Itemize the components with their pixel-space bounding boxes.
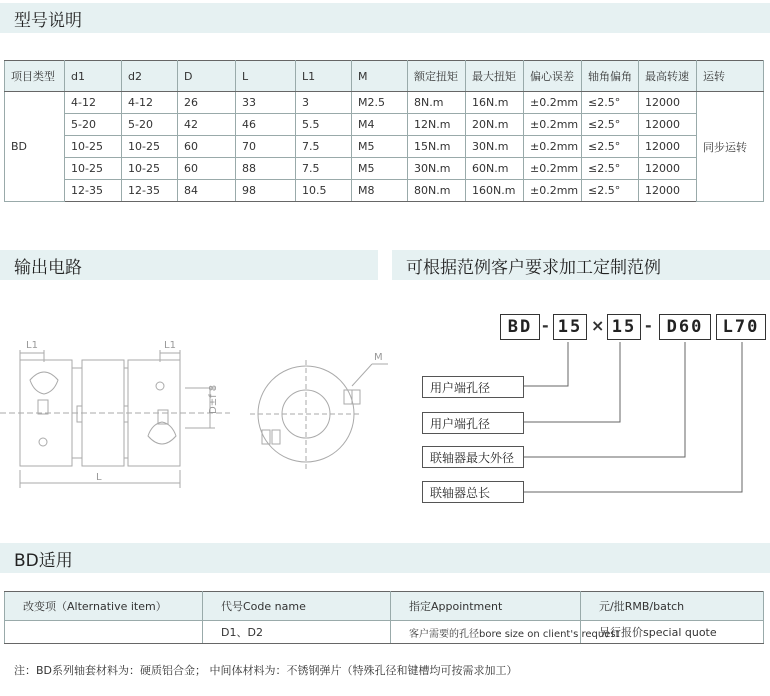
label-bore-1: 用户端孔径 bbox=[422, 376, 524, 398]
table-cell: 7.5 bbox=[296, 158, 352, 180]
header-cell: 运转 bbox=[697, 61, 764, 92]
code-part-d2: 15 bbox=[607, 314, 641, 340]
thread-label: M bbox=[374, 352, 383, 363]
table-cell: 160N.m bbox=[466, 180, 524, 202]
section-title-applicable: BD适用 bbox=[0, 543, 770, 573]
table-cell: 10.5 bbox=[296, 180, 352, 202]
table-cell: 5.5 bbox=[296, 114, 352, 136]
table-cell bbox=[5, 621, 203, 644]
header-cell: 最高转速 bbox=[639, 61, 697, 92]
header-cell: 代号Code name bbox=[203, 592, 391, 621]
table-cell: 80N.m bbox=[408, 180, 466, 202]
table-cell: ±0.2mm bbox=[524, 158, 582, 180]
table-cell: 5-20 bbox=[65, 114, 122, 136]
table-cell: 10-25 bbox=[65, 158, 122, 180]
section-title-output: 输出电路 bbox=[0, 250, 378, 280]
header-cell: d2 bbox=[122, 61, 178, 92]
table-cell: 12000 bbox=[639, 114, 697, 136]
section-title-model: 型号说明 bbox=[0, 3, 770, 33]
table-cell: ≤2.5° bbox=[582, 158, 639, 180]
table-cell: 客户需要的孔径bore size on client's request bbox=[391, 621, 581, 644]
table-cell: ±0.2mm bbox=[524, 92, 582, 114]
code-separator: × bbox=[591, 316, 605, 335]
table-cell: 60 bbox=[178, 158, 236, 180]
table-cell: ±0.2mm bbox=[524, 180, 582, 202]
table-cell: 5-20 bbox=[122, 114, 178, 136]
option-table bbox=[4, 591, 764, 644]
table-cell: 12000 bbox=[639, 158, 697, 180]
right-clamp bbox=[148, 422, 176, 444]
code-part-length: L70 bbox=[716, 314, 766, 340]
table-cell: 30N.m bbox=[408, 158, 466, 180]
length-label: L bbox=[96, 472, 102, 483]
table-cell: M4 bbox=[352, 114, 408, 136]
label-bore-2: 用户端孔径 bbox=[422, 412, 524, 434]
label-outer-diameter: 联轴器最大外径 bbox=[422, 446, 524, 468]
operation-cell: 同步运转 bbox=[697, 92, 764, 202]
table-cell: 3 bbox=[296, 92, 352, 114]
header-cell: 额定扭矩 bbox=[408, 61, 466, 92]
table-cell: ±0.2mm bbox=[524, 136, 582, 158]
table-cell: 70 bbox=[236, 136, 296, 158]
table-row bbox=[5, 114, 764, 136]
header-cell: 指定Appointment bbox=[391, 592, 581, 621]
table-cell: 8N.m bbox=[408, 92, 466, 114]
l1-right-label: L1 bbox=[164, 340, 176, 351]
table-cell: ≤2.5° bbox=[582, 114, 639, 136]
table-cell: 60 bbox=[178, 136, 236, 158]
table-cell: 10-25 bbox=[122, 136, 178, 158]
coupling-drawing bbox=[0, 320, 390, 500]
table-cell: ≤2.5° bbox=[582, 92, 639, 114]
table-cell: 12-35 bbox=[65, 180, 122, 202]
header-cell: L1 bbox=[296, 61, 352, 92]
table-cell: 12000 bbox=[639, 180, 697, 202]
table-cell: ≤2.5° bbox=[582, 136, 639, 158]
table-cell: 15N.m bbox=[408, 136, 466, 158]
table-cell: 10-25 bbox=[65, 136, 122, 158]
table-cell: 4-12 bbox=[122, 92, 178, 114]
table-cell: 4-12 bbox=[65, 92, 122, 114]
table-row bbox=[5, 180, 764, 202]
table-cell: M5 bbox=[352, 158, 408, 180]
code-separator: - bbox=[542, 316, 549, 335]
table-cell: 12N.m bbox=[408, 114, 466, 136]
table-cell: 12000 bbox=[639, 92, 697, 114]
header-cell: 改变项（Alternative item） bbox=[5, 592, 203, 621]
section-title-custom: 可根据范例客户要求加工定制范例 bbox=[392, 250, 770, 280]
header-cell: L bbox=[236, 61, 296, 92]
header-cell: d1 bbox=[65, 61, 122, 92]
table-row bbox=[5, 136, 764, 158]
table-cell: 16N.m bbox=[466, 92, 524, 114]
code-part-d1: 15 bbox=[553, 314, 587, 340]
table-cell: 另行报价special quote bbox=[581, 621, 764, 644]
table-cell: 60N.m bbox=[466, 158, 524, 180]
table-cell: 26 bbox=[178, 92, 236, 114]
code-part-model: BD bbox=[500, 314, 540, 340]
code-part-diameter: D60 bbox=[659, 314, 711, 340]
header-cell: D bbox=[178, 61, 236, 92]
header-cell: 最大扭矩 bbox=[466, 61, 524, 92]
header-cell: M bbox=[352, 61, 408, 92]
header-cell: 轴角偏角 bbox=[582, 61, 639, 92]
header-cell: 项目类型 bbox=[5, 61, 65, 92]
table-cell: M2.5 bbox=[352, 92, 408, 114]
table-cell: 46 bbox=[236, 114, 296, 136]
table-cell: 33 bbox=[236, 92, 296, 114]
header-cell: 元/批RMB/batch bbox=[581, 592, 764, 621]
table-row bbox=[5, 621, 764, 644]
table-cell: 10-25 bbox=[122, 158, 178, 180]
left-clamp bbox=[30, 372, 58, 394]
spec-header-row bbox=[5, 61, 764, 92]
table-cell: 84 bbox=[178, 180, 236, 202]
type-cell: BD bbox=[5, 92, 65, 202]
table-row bbox=[5, 158, 764, 180]
table-cell: ≤2.5° bbox=[582, 180, 639, 202]
table-cell: 98 bbox=[236, 180, 296, 202]
table-cell: M5 bbox=[352, 136, 408, 158]
code-separator: - bbox=[645, 316, 652, 335]
table-cell: 12-35 bbox=[122, 180, 178, 202]
l1-left-label: L1 bbox=[26, 340, 38, 351]
table-cell: M8 bbox=[352, 180, 408, 202]
label-total-length: 联轴器总长 bbox=[422, 481, 524, 503]
material-note: 注：BD系列轴套材料为：硬质铝合金； 中间体材料为：不锈钢弹片（特殊孔径和键槽均可按需求加工） bbox=[14, 664, 518, 677]
table-row bbox=[5, 92, 764, 114]
table-cell: D1、D2 bbox=[203, 621, 391, 644]
table-cell: ±0.2mm bbox=[524, 114, 582, 136]
diameter-label: D±f 8 bbox=[208, 384, 219, 414]
table-cell: 42 bbox=[178, 114, 236, 136]
option-header-row bbox=[5, 592, 764, 621]
spec-table bbox=[4, 60, 764, 202]
table-cell: 12000 bbox=[639, 136, 697, 158]
table-cell: 20N.m bbox=[466, 114, 524, 136]
table-cell: 30N.m bbox=[466, 136, 524, 158]
header-cell: 偏心误差 bbox=[524, 61, 582, 92]
table-cell: 7.5 bbox=[296, 136, 352, 158]
table-cell: 88 bbox=[236, 158, 296, 180]
